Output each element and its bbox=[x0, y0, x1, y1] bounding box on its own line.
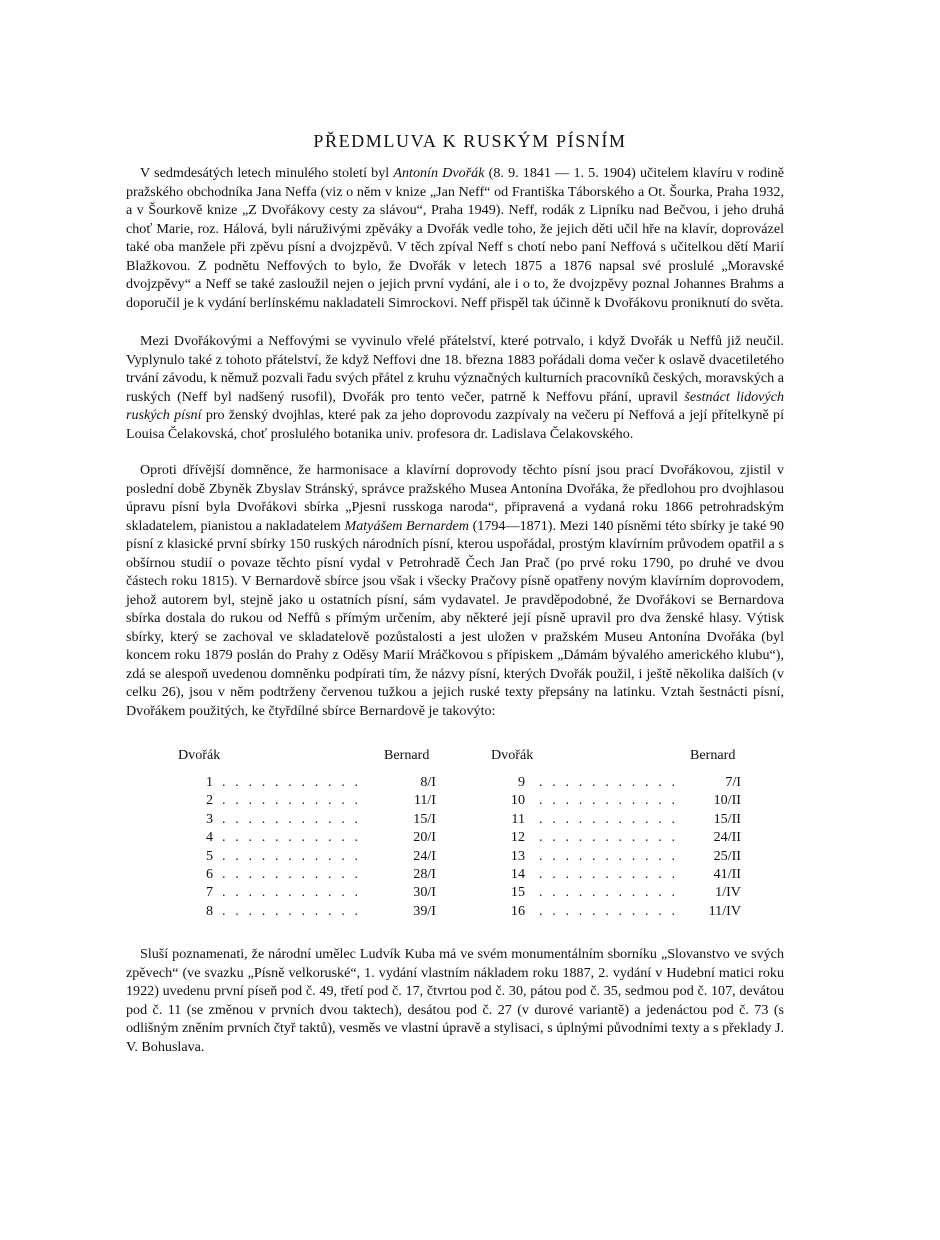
table-row bbox=[491, 791, 751, 810]
paragraph-1-text-b: (8. 9. 1841 — 1. 5. 1904) učitelem klavíru v rodině pražského obchodníka Jana Neffa (viz o něm v knize „Jan Neff“ od Františka Táborského a Ot. Šourka, Praha 1932, a v Šourkově knize „Z Dvořákovy cesty za slávou“, Praha 1949). Neff, rodák z Lipníku nad Bečvou, i jeho druhá choť Marie, roz. Hálová, byli náruživými zpěváky a Dvořák vedle toho, že jejich děti učil hře na klavír, doprovázel také oba manžele při zpěvu písní a dvojzpěvů. V těch zpíval Neff s chotí nebo paní Neffová s učitelkou dětí Marií Blažkovou. Z podnětu Neffových to bylo, že Dvořák v letech 1875 a 1876 napsal své proslulé „Moravské dvojzpěvy“ a Neff se také zasloužil nejen o jejich první vydání, ale i o to, že dvojzpěvy poznal Johannes Brahms a doporučil je k vydání berlínskému nakladateli Simrockovi. Neff přispěl tak účinně k Dvořákovu proniknutí do světa. bbox=[126, 165, 785, 311]
table-row bbox=[491, 810, 751, 829]
table-row bbox=[491, 865, 751, 884]
table-row bbox=[178, 883, 448, 902]
paragraph-4-text: Sluší poznamenati, že národní umělec Ludvík Kuba má ve svém monumentálním sborníku „Slovanstvo ve svých zpěvech“ (ve svazku „Písně velkoruské“, 1. vydání vlastním nákladem roku 1887, 2. vydání v Hudební matici roku 1922) uvedenu první píseň pod č. 49, třetí pod č. 17, čtvrtou pod č. 30, pátou pod č. 35, sedmou pod č. 107, devátou pod č. 11 (se změnou v prvních dvou taktech), desátou pod č. 27 (v durové variantě) a jedenáctou pod č. 73 (s odlišným zněním prvních čtyř taktů), vesměs ve vlastní úpravě a stylisaci, s úplnými původními texty a s překlady J. V. Bohuslava. bbox=[126, 946, 784, 1055]
dvorak-number: 8 bbox=[205, 902, 213, 919]
leader-dots: . . . . . . . . . . . bbox=[222, 847, 362, 864]
bernard-name: Matyášem Bernardem bbox=[344, 517, 469, 534]
bernard-reference: 15/I bbox=[413, 810, 436, 827]
bernard-reference: 10/II bbox=[713, 792, 741, 809]
leader-dots: . . . . . . . . . . . bbox=[222, 829, 362, 846]
paragraph-4 bbox=[126, 945, 784, 1056]
table-row bbox=[491, 902, 751, 921]
bernard-reference: 7/I bbox=[725, 774, 741, 790]
bernard-reference: 24/I bbox=[413, 847, 436, 864]
leader-dots: . . . . . . . . . . . bbox=[539, 866, 679, 882]
leader-dots: . . . . . . . . . . . bbox=[222, 792, 362, 809]
leader-dots: . . . . . . . . . . . bbox=[539, 847, 679, 864]
bernard-reference: 39/I bbox=[413, 902, 436, 919]
paragraph-2-text-b: pro ženský dvojhlas, které pak za jeho doprovodu zazpívaly na večeru pí Neffová a její přítelkyně pí Louisa Čelakovská, choť proslulého botanika univ. profesora dr. Ladislava Čelakovského. bbox=[126, 407, 784, 442]
dvorak-number: 13 bbox=[510, 847, 525, 864]
dvorak-number: 11 bbox=[511, 810, 525, 827]
paragraph-1 bbox=[126, 164, 784, 312]
dvorak-number: 7 bbox=[205, 884, 213, 901]
bernard-reference: 11/IV bbox=[708, 902, 741, 919]
concordance-table-left bbox=[178, 747, 448, 927]
leader-dots: . . . . . . . . . . . bbox=[539, 810, 679, 827]
leader-dots: . . . . . . . . . . . bbox=[539, 829, 679, 846]
leader-dots: . . . . . . . . . . . bbox=[222, 902, 362, 919]
bernard-reference: 20/I bbox=[413, 829, 436, 846]
table-row bbox=[178, 810, 448, 829]
bernard-reference: 25/II bbox=[713, 847, 741, 864]
dvorak-number: 14 bbox=[510, 866, 525, 882]
dvorak-number: 3 bbox=[205, 810, 213, 827]
leader-dots: . . . . . . . . . . . bbox=[539, 902, 679, 919]
header-bernard-right: Bernard bbox=[690, 747, 736, 763]
table-row bbox=[178, 773, 448, 792]
dvorak-number: 2 bbox=[205, 792, 213, 809]
concordance-table-right bbox=[491, 747, 751, 927]
dvorak-number: 16 bbox=[510, 902, 525, 919]
paragraph-2 bbox=[126, 332, 784, 443]
paragraph-2-text-a: Mezi Dvořákovými a Neffovými se vyvinulo vřelé přátelství, které potrvalo, i když Dvořák u Neffů již neučil. Vyplynulo také z tohoto přátelství, že když Neffovi dne 18. března 1883 pořádali doma večer k oslavě dvacetiletého trvání závodu, k němuž pozvali řadu svých přátel z kruhu význačných kulturních pracovníků českých, moravských a ruských (Neff byl nadšený rusofil), Dvořák pro tento večer, patrně k Neffovu přání, upravil bbox=[126, 333, 784, 405]
leader-dots: . . . . . . . . . . . bbox=[222, 774, 362, 790]
table-row bbox=[178, 865, 448, 884]
table-row bbox=[491, 828, 751, 847]
dvorak-number: 6 bbox=[205, 866, 213, 882]
table-row bbox=[178, 847, 448, 866]
bernard-reference: 8/I bbox=[420, 774, 436, 790]
leader-dots: . . . . . . . . . . . bbox=[222, 866, 362, 882]
leader-dots: . . . . . . . . . . . bbox=[222, 810, 362, 827]
table-row bbox=[178, 902, 448, 921]
bernard-reference: 30/I bbox=[413, 884, 436, 901]
bernard-reference: 24/II bbox=[713, 829, 741, 846]
paragraph-1-text-a: V sedmdesátých letech minulého století byl bbox=[140, 165, 394, 181]
table-row bbox=[491, 773, 751, 792]
dvorak-number: 12 bbox=[510, 829, 525, 846]
header-bernard-left: Bernard bbox=[384, 747, 430, 763]
paragraph-3 bbox=[126, 461, 784, 720]
work-title: šestnáct lidových ruských písní bbox=[126, 388, 784, 423]
leader-dots: . . . . . . . . . . . bbox=[539, 792, 679, 809]
table-row bbox=[178, 828, 448, 847]
bernard-reference: 15/II bbox=[713, 810, 741, 827]
leader-dots: . . . . . . . . . . . bbox=[539, 884, 679, 901]
bernard-reference: 28/I bbox=[413, 866, 436, 882]
table-row bbox=[178, 791, 448, 810]
header-dvorak-right: Dvořák bbox=[491, 747, 534, 763]
page-title: PŘEDMLUVA K RUSKÝM PÍSNÍM bbox=[313, 131, 627, 151]
dvorak-number: 5 bbox=[205, 847, 213, 864]
paragraph-3-text-b: (1794—1871). Mezi 140 písněmi této sbírky je také 90 písní z klasické první sbírky 150 ruských národních písní, kterou uspořádal, prostým klavírním průvodem opatřil a s obšírnou studií o povaze těchto písní vydal v Petrohradě Čech Jan Prač (po prvé roku 1790, po druhé ve dvou částech roku 1815). V Bernardově sbírce jsou však i všecky Pračovy písně opatřeny novým klavírním doprovodem, jehož autorem byl, stejně jako u ostatních písní, sám vydavatel. Je pravděpodobné, že Dvořákovi se Bernardova sbírka dostala do rukou od Neffů s přímým určením, aby některé její písně upravil pro dva ženské hlasy. Výtisk sbírky, který se zachoval ve skladatelově pozůstalosti a jest uložen v pražském Museu Antonína Dvořáka (byl koncem roku 1879 poslán do Prahy z Oděsy Marií Mráčkovou s přípiskem „Dámám bývalého amerického klubu“), zdá se alespoň uvedenou domněnku podpírati tím, že názvy písní, kterých Dvořák použil, i ještě několika dalších (v celku 26), jsou v něm podtrženy červenou tužkou a jejich ruské texty přepsány na latinku. Vztah šestnácti písní, Dvořákem použitých, ke čtyřdílné sbírce Bernardově je takovýto: bbox=[126, 517, 784, 719]
dvorak-number: 9 bbox=[517, 774, 525, 790]
header-dvorak-left: Dvořák bbox=[178, 747, 221, 763]
composer-name: Antonín Dvořák bbox=[393, 165, 485, 181]
dvorak-number: 10 bbox=[510, 792, 525, 809]
leader-dots: . . . . . . . . . . . bbox=[222, 884, 362, 901]
bernard-reference: 1/IV bbox=[715, 884, 741, 901]
table-row bbox=[491, 883, 751, 902]
dvorak-number: 1 bbox=[205, 774, 213, 790]
leader-dots: . . . . . . . . . . . bbox=[539, 774, 679, 790]
bernard-reference: 41/II bbox=[713, 866, 741, 882]
paragraph-3-text-a: Oproti dřívější domněnce, že harmonisace a klavírní doprovody těchto písní jsou prací Dvořákovou, zjistil v poslední době Zbyněk Zbyslav Stránský, správce pražského Musea Antonína Dvořáka, že předlohou pro dvojhlasou úpravu písní byla Dvořákovi sbírka „Pjesni russkoga naroda“, připravená a vydaná roku 1866 petrohradským skladatelem, pianistou a nakladatelem bbox=[126, 462, 784, 534]
dvorak-number: 15 bbox=[510, 884, 525, 901]
dvorak-number: 4 bbox=[205, 829, 213, 846]
table-row bbox=[491, 847, 751, 866]
bernard-reference: 11/I bbox=[413, 792, 436, 809]
